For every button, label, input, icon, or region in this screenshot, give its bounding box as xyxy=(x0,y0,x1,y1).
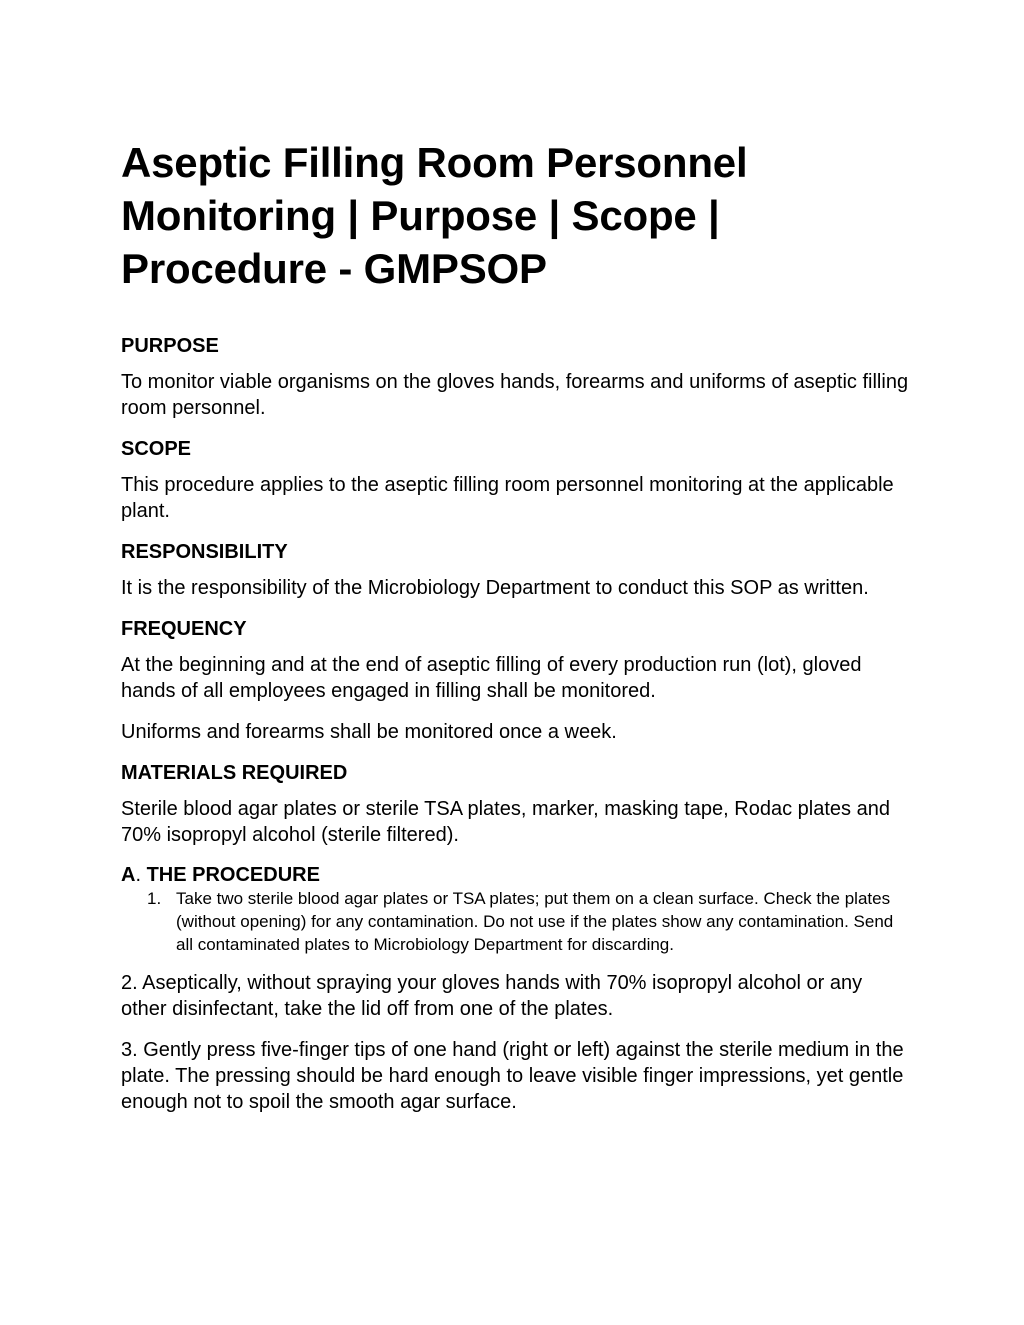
purpose-text: To monitor viable organisms on the gloves hands, forearms and uniforms of aseptic filling room personnel. xyxy=(121,371,909,419)
scope-heading: SCOPE xyxy=(121,438,192,460)
procedure-step-1 xyxy=(121,887,911,956)
frequency-text-2: Uniforms and forearms shall be monitored once a week. xyxy=(121,721,617,743)
procedure-heading-text: THE PROCEDURE xyxy=(141,864,320,886)
procedure-steps-list xyxy=(121,887,911,956)
procedure-heading xyxy=(121,863,911,887)
procedure-step-3: 3. Gently press five-finger tips of one hand (right or left) against the sterile medium in the plate. The pressing should be hard enough to leave visible finger impressions, yet gentle enough not to spoil the smooth agar surface. xyxy=(121,1039,904,1113)
step-1-number: 1. xyxy=(147,889,162,908)
procedure-dot: . xyxy=(135,864,142,886)
responsibility-text: It is the responsibility of the Microbiology Department to conduct this SOP as written. xyxy=(121,577,869,599)
materials-text: Sterile blood agar plates or sterile TSA plates, marker, masking tape, Rodac plates and 70% isopropyl alcohol (sterile filtered). xyxy=(121,798,890,846)
procedure-letter: A xyxy=(121,864,136,886)
procedure-step-2: 2. Aseptically, without spraying your gloves hands with 70% isopropyl alcohol or any other disinfectant, take the lid off from one of the plates. xyxy=(121,972,863,1020)
materials-heading: MATERIALS REQUIRED xyxy=(121,762,348,784)
purpose-heading: PURPOSE xyxy=(121,335,219,357)
frequency-heading: FREQUENCY xyxy=(121,618,247,640)
scope-text: This procedure applies to the aseptic filling room personnel monitoring at the applicable plant. xyxy=(121,474,894,522)
frequency-text-1: At the beginning and at the end of aseptic filling of every production run (lot), gloved hands of all employees engaged in filling shall be monitored. xyxy=(121,654,862,702)
responsibility-heading: RESPONSIBILITY xyxy=(121,541,288,563)
step-1-text: Take two sterile blood agar plates or TSA plates; put them on a clean surface. Check the plates (without opening) for any contamination. Do not use if the plates show any contamination. Send all contaminated plates to Microbiology Department for discarding. xyxy=(176,889,894,954)
document-title: Aseptic Filling Room Personnel Monitoring | Purpose | Scope | Procedure - GMPSOP xyxy=(121,139,748,292)
document-page xyxy=(121,136,911,1130)
